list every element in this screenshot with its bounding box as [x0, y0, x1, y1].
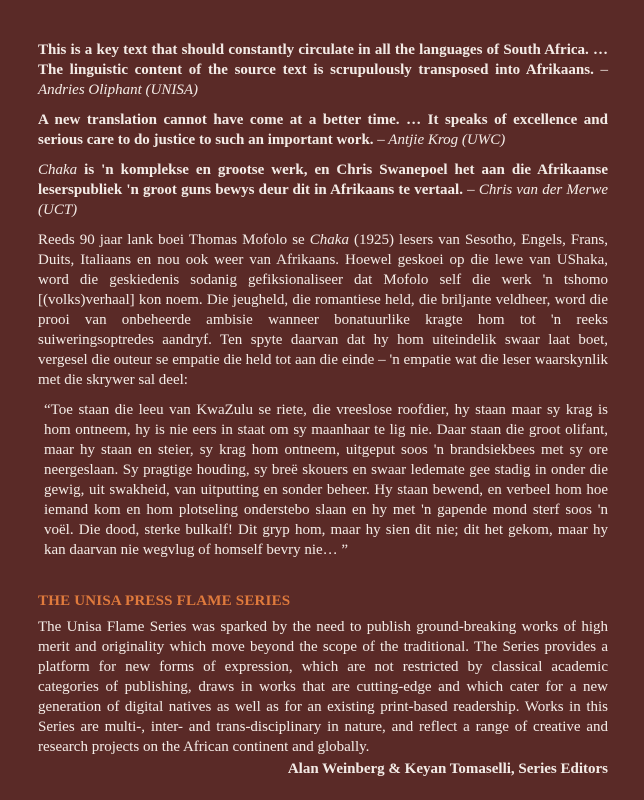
endorsement-attribution: – Chris van der Merwe (UCT): [38, 182, 609, 218]
endorsement-text: is 'n komplekse en grootse werk, en Chris Swanepoel het aan die Afrikaanse leserspubliek 'n groot guns bewys deur dit in Afrikaans te vertaal.: [38, 162, 608, 198]
endorsement-text: This is a key text that should constantly circulate in all the languages of South Africa. …The linguistic content of the source text is scrupulously transposed into Afrikaans.: [38, 42, 608, 78]
book-title: Chaka: [38, 162, 78, 178]
series-description: The Unisa Flame Series was sparked by the need to publish ground-breaking works of high merit and originality which move beyond the scope of the traditional. The Series provides a platform for new forms of expression, which are not restricted by classical academic categories of publishing, draws in works that are cutting-edge and which cater for a new generation of digital natives as well as for an existing print-based readership. Works in this Series are multi-, inter- and trans-disciplinary in nature, and reflect a range of creative and research projects on the African continent and globally.: [38, 619, 608, 755]
blurb-text-rest: (1925) lesers van Sesotho, Engels, Frans, Duits, Italiaans en nou ook weer van Afrikaans. Hoewel geskoei op die lewe van UShaka, word die geskiedenis sodanig gefiksionaliseer dat Mofolo self die werk 'n tshomo [(volks)verhaal] kon noem. Die jeugheld, die romantiese held, die briljante veldheer, word die prooi van onbeheerde ambisie wanneer bonatuurlike kragte hom tot 'n reeks suiweringsoptredes aandryf. Ten spyte daarvan dat hy hom uiteindelik swaar laat boet, vergesel die outeur se empatie die held tot aan die einde – 'n empatie wat die leser waarskynlik met die skrywer sal deel:: [38, 232, 608, 388]
book-title: Chaka: [309, 232, 349, 248]
endorsement-attribution: – Antjie Krog (UWC): [377, 132, 506, 148]
book-blurb: [38, 230, 608, 390]
endorsement-text: A new translation cannot have come at a better time. … It speaks of excellence and serious care to do justice to such an important work.: [38, 112, 608, 148]
series-heading: THE UNISA PRESS FLAME SERIES: [38, 593, 291, 609]
series-editors: Alan Weinberg & Keyan Tomaselli, Series Editors: [287, 761, 608, 777]
endorsement-oliphant: [38, 40, 608, 100]
book-excerpt: “Toe staan die leeu van KwaZulu se riete, die vreeslose roofdier, hy staan maar sy krag is hom ontneem, hy is nie eers in staat om sy maanhaar te lig nie. Daar staan die groot olifant, maar hy staan en steier, sy krag hom ontneem, uitgeput soos 'n brandsiekbees met sy ore neergeslaan. Sy pragtige houding, sy breë skouers en swaar ledemate gee stadig in onder die gewig, uit swakheid, van uitputting en sonder beheer. Hy staan bewend, en verbeel hom hoe iemand kom en hom plotseling onderstebo slaan en hy met 'n gapende mond sterf soos 'n voël. Die dood, sterke bulkalf! Dit gryp hom, maar hy sien dit nie; dit het gekom, maar hy kan daarvan nie wegvlug of homself bevry nie… ”: [44, 402, 608, 558]
endorsement-attribution: – Andries Oliphant (UNISA): [38, 62, 608, 98]
endorsement-krog: [38, 110, 608, 150]
blurb-text-start: Reeds 90 jaar lank boei Thomas Mofolo se: [38, 232, 310, 248]
endorsement-van-der-merwe: [38, 160, 608, 220]
